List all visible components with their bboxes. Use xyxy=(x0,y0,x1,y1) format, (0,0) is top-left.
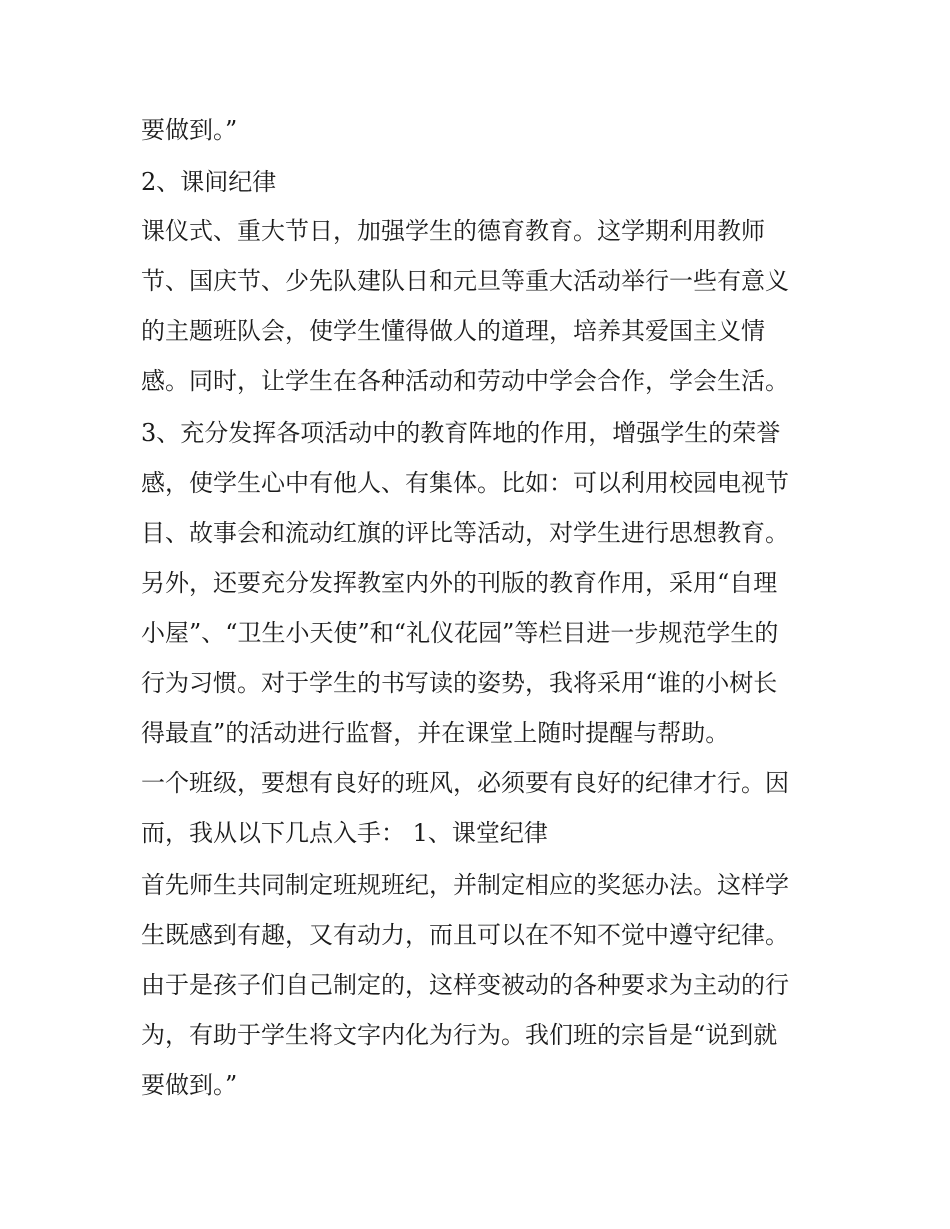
text-line: 为，有助于学生将文字内化为行为。我们班的宗旨是“说到就 xyxy=(141,1021,778,1049)
text-line: 课仪式、重大节日，加强学生的德育教育。这学期利用教师 xyxy=(141,217,765,245)
text-line: 行为习惯。对于学生的书写读的姿势，我将采用“谁的小树长 xyxy=(141,669,778,697)
text-line: 生既感到有趣，又有动力，而且可以在不知不觉中遵守纪律。 xyxy=(141,921,789,949)
text-line: 要做到。” xyxy=(141,1071,238,1099)
text-line: 3、充分发挥各项活动中的教育阵地的作用，增强学生的荣誉 xyxy=(141,419,781,447)
text-line: 感，使学生心中有他人、有集体。比如：可以利用校园电视节 xyxy=(141,469,789,497)
text-line: 节、国庆节、少先队建队日和元旦等重大活动举行一些有意义 xyxy=(141,267,789,295)
text-line: 要做到。” xyxy=(141,116,238,144)
text-line: 的主题班队会，使学生懂得做人的道理，培养其爱国主义情 xyxy=(141,317,765,345)
text-line: 由于是孩子们自己制定的，这样变被动的各种要求为主动的行 xyxy=(141,971,789,999)
text-line: 感。同时，让学生在各种活动和劳动中学会合作，学会生活。 xyxy=(141,367,789,395)
text-line: 首先师生共同制定班规班纪，并制定相应的奖惩办法。这样学 xyxy=(141,871,789,899)
text-line: 另外，还要充分发挥教室内外的刊版的教育作用，采用“自理 xyxy=(141,569,778,597)
text-line: 而，我从以下几点入手： 1、课堂纪律 xyxy=(141,819,548,847)
text-line: 目、故事会和流动红旗的评比等活动，对学生进行思想教育。 xyxy=(141,519,789,547)
text-line: 小屋”、“卫生小天使”和“礼仪花园”等栏目进一步规范学生的 xyxy=(141,619,779,647)
section-heading: 2、课间纪律 xyxy=(141,168,277,196)
text-line: 一个班级，要想有良好的班风，必须要有良好的纪律才行。因 xyxy=(141,769,789,797)
text-line: 得最直”的活动进行监督，并在课堂上随时提醒与帮助。 xyxy=(141,719,730,747)
